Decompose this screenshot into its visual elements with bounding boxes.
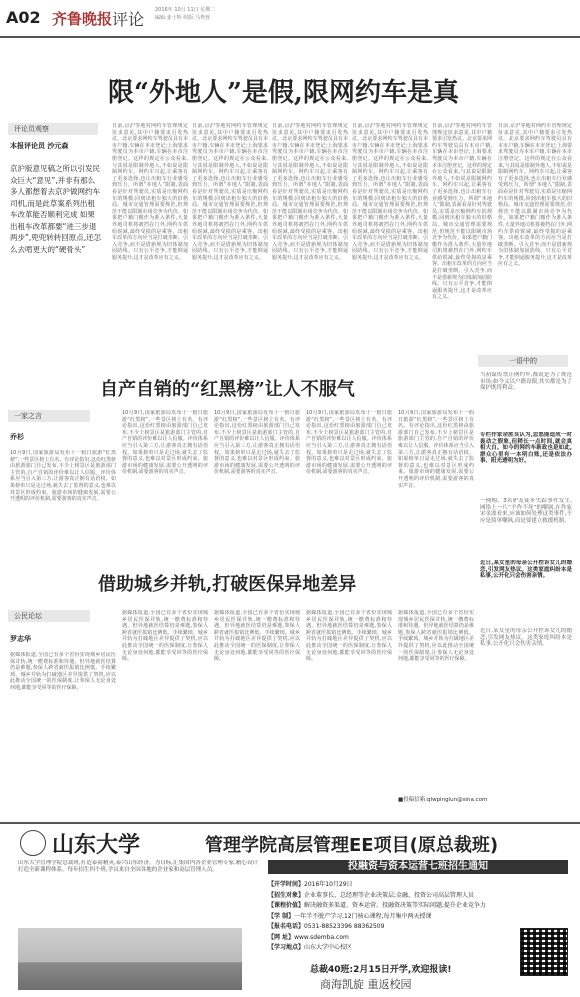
- ad-info-value: 解决融资多渠道、资本运营、投融资决策等实际问题,提升企业竞争力: [304, 902, 486, 909]
- sidebar-quote-2: 专栏作家余胜良认为,忽悠能造成一时轰动之假象,但稍长一点时间,就会真相大白。如今的网约车新政也是如此,群众心里有一本明白账,还是依法办事、阳光透明为好。: [480, 432, 572, 465]
- ad-info-row: [268, 912, 568, 923]
- ad-info-value: 企业董事长、总经理等企业决策层;金融、投资公司高层管理人员: [304, 891, 475, 899]
- ad-info-label: 【报名电话】: [268, 923, 305, 930]
- article3-headline: 借助城乡并轨,打破医保异地差异: [98, 574, 357, 595]
- university-name: 山东大学: [52, 832, 141, 858]
- newspaper-logo: 齐鲁晚报: [52, 10, 113, 28]
- article2-body-col2: 10月9日,国家旅游局发布十一假日旅游“红黑榜”,一些景区榜上有名。有评论指出,这份红黑榜由旅游部门自己发布,不少上榜景区是旅游部门主管的,自产自销的评价难以让人信服。评价体系应当引入第三方,让游客真正拥有话语权。如果榜单只是走过场,就失去了监督的意义,也难以对景区形成约束。旅游市场的健康发展,需要公开透明的评价机制,需要游客的真实声音。: [122, 410, 208, 476]
- ad-intro: 山东大学管理学院总裁班,打造泰商精英,泰兴山东经济。为目标,汇集国内各企业管理专家,精心设计打造全新课程体系。每年招生四个班,学员来自全国各地的企业家和高层管理人员。: [18, 860, 258, 873]
- article2-body-col4: 10月9日,国家旅游局发布十一假日旅游“红黑榜”,一些景区榜上有名。有评论指出,这份红黑榜由旅游部门自己发布,不少上榜景区是旅游部门主管的,自产自销的评价难以让人信服。评价体系应当引入第三方,让游客真正拥有话语权。如果榜单只是走过场,就失去了监督的意义,也难以对景区形成约束。旅游市场的健康发展,需要公开透明的评价机制,需要游客的真实声音。: [306, 410, 392, 476]
- article3-body-col5: 据媒体报道,全国已有多个省份实现城乡居民医保并轨,统一缴费标准和待遇。但异地就医结算仍是难题,参保人跨省就医报销比例低、手续繁琐。城乡并轨为打破地区差异提供了契机,应以此推动全国统一的医保制度,让参保人无论身处何地,都能享受同等的医疗保障。: [398, 610, 474, 663]
- sidebar-quote-3: 一网购、3名驴友徒步失踪事件发生,网络上一片“不作不死”的嘲讽,在作家宋金波看来,应该如何处理这类事件,不应是简单嘲讽,而是要建立救援机制。: [480, 498, 572, 524]
- ad-slogan: 商海凯旋 重返校园: [320, 978, 412, 991]
- ad-info-value: 山东大学中心校区: [304, 944, 353, 951]
- article3-column-tag: 公民论坛: [8, 610, 90, 622]
- article1-lede: 京沪版意见稿之所以引发民众巨大“意见”,并非有那么多人都想着去京沪做网约车司机,而是此草案系列出租车改革能否顺利完成 如果出租车改革都要“进三步退两步”,兜兜转转回原点,还怎么去啃更大的“硬骨头”: [10, 164, 102, 254]
- article1-body-col4: 日前,京沪等地对网约车管理规定征求意见,其中户籍要求引发热议。北京要求网约车驾驶员具有本市户籍,车辆在本市登记;上海要求驾驶员为本市户籍,车辆在本市注册登记。这样的规定在公众看来,与其说是限制外地人,不如说是限制网约车。网约车兴起,让乘客有了更多选择,也让出租车行业感受到压力。所谓“本地人”限制,表面看是针对驾驶员,实质是压缩网约车的规模,回到出租车独大的旧格局。城市交通管理需要规范,但规范不能以限制市场竞争为代价。如果把户籍门槛作为准入条件,大量外地司机将被挡在门外,网约车供给锐减,最终受损的是乘客。出租车改革的方向应当是打破垄断、引入竞争,而不是借新规为旧体制加固防线。只有公平竞争,才能倒逼服务提升,这才是改革应有之义。: [352, 123, 428, 261]
- ad-info-row: [268, 880, 568, 891]
- article1-body-col2: 日前,京沪等地对网约车管理规定征求意见,其中户籍要求引发热议。北京要求网约车驾驶员具有本市户籍,车辆在本市登记;上海要求驾驶员为本市户籍,车辆在本市注册登记。这样的规定在公众看来,与其说是限制外地人,不如说是限制网约车。网约车兴起,让乘客有了更多选择,也让出租车行业感受到压力。所谓“本地人”限制,表面看是针对驾驶员,实质是压缩网约车的规模,回到出租车独大的旧格局。城市交通管理需要规范,但规范不能以限制市场竞争为代价。如果把户籍门槛作为准入条件,大量外地司机将被挡在门外,网约车供给锐减,最终受损的是乘客。出租车改革的方向应当是打破垄断、引入竞争,而不是借新规为旧体制加固防线。只有公平竞争,才能倒逼服务提升,这才是改革应有之义。: [192, 123, 268, 261]
- ad-info-value: www.sdemba.com: [294, 933, 349, 941]
- masthead-meta: [155, 6, 215, 22]
- ad-info-label: 【网 址】: [268, 933, 295, 941]
- campus-photo: [18, 928, 242, 990]
- article2-headline: 自产自销的“红黑榜”让人不服气: [100, 379, 355, 400]
- article3-body-col1: 据媒体报道,全国已有多个省份实现城乡居民医保并轨,统一缴费标准和待遇。但异地就医结算仍是难题,参保人跨省就医报销比例低、手续繁琐。城乡并轨为打破地区差异提供了契机,应以此推动全国统一的医保制度,让参保人无论身处何地,都能享受同等的医疗保障。: [10, 652, 116, 691]
- page-number: A02: [6, 8, 41, 27]
- article1-body-col5: 日前,京沪等地对网约车管理规定征求意见,其中户籍要求引发热议。北京要求网约车驾驶员具有本市户籍,车辆在本市登记;上海要求驾驶员为本市户籍,车辆在本市注册登记。这样的规定在公众看来,与其说是限制外地人,不如说是限制网约车。网约车兴起,让乘客有了更多选择,也让出租车行业感受到压力。所谓“本地人”限制,表面看是针对驾驶员,实质是压缩网约车的规模,回到出租车独大的旧格局。城市交通管理需要规范,但规范不能以限制市场竞争为代价。如果把户籍门槛作为准入条件,大量外地司机将被挡在门外,网约车供给锐减,最终受损的是乘客。出租车改革的方向应当是打破垄断、引入竞争,而不是借新规为旧体制加固防线。只有公平竞争,才能倒逼服务提升,这才是改革应有之义。: [432, 123, 492, 301]
- ad-info-row: [268, 891, 568, 902]
- editors: 编辑:姜士辉 组版:马秀蓉: [155, 15, 210, 21]
- issue-date: 2016年 10月 11日 星期二: [155, 7, 216, 13]
- article1-author: 本报评论员 沙元森: [10, 142, 69, 150]
- article3-body-col4: 据媒体报道,全国已有多个省份实现城乡居民医保并轨,统一缴费标准和待遇。但异地就医结算仍是难题,参保人跨省就医报销比例低、手续繁琐。城乡并轨为打破地区差异提供了契机,应以此推动全国统一的医保制度,让参保人无论身处何地,都能享受同等的医疗保障。: [306, 610, 392, 663]
- qr-code-icon[interactable]: [520, 928, 568, 976]
- ad-info-label: 【开学时间】: [268, 881, 305, 888]
- program-headline: 管理学院高层管理EE项目(原总裁班): [205, 835, 499, 856]
- article1-column-tag: 评论员观察: [8, 123, 98, 135]
- article1-body-col6: 日前,京沪等地对网约车管理规定征求意见,其中户籍要求引发热议。北京要求网约车驾驶员具有本市户籍,车辆在本市登记;上海要求驾驶员为本市户籍,车辆在本市注册登记。这样的规定在公众看来,与其说是限制外地人,不如说是限制网约车。网约车兴起,让乘客有了更多选择,也让出租车行业感受到压力。所谓“本地人”限制,表面看是针对驾驶员,实质是压缩网约车的规模,回到出租车独大的旧格局。城市交通管理需要规范,但规范不能以限制市场竞争为代价。如果把户籍门槛作为准入条件,大量外地司机将被挡在门外,网约车供给锐减,最终受损的是乘客。出租车改革的方向应当是打破垄断、引入竞争,而不是借新规为旧体制加固防线。只有公平竞争,才能倒逼服务提升,这才是改革应有之义。: [498, 123, 572, 268]
- ad-info-value: 0531-88523396 88362509: [304, 923, 385, 930]
- article3-author: 罗志华: [10, 635, 31, 643]
- article2-author: 乔杉: [10, 433, 24, 441]
- masthead: [0, 0, 580, 38]
- article1-body-col1: 日前,京沪等地对网约车管理规定征求意见,其中户籍要求引发热议。北京要求网约车驾驶员具有本市户籍,车辆在本市登记;上海要求驾驶员为本市户籍,车辆在本市注册登记。这样的规定在公众看来,与其说是限制外地人,不如说是限制网约车。网约车兴起,让乘客有了更多选择,也让出租车行业感受到压力。所谓“本地人”限制,表面看是针对驾驶员,实质是压缩网约车的规模,回到出租车独大的旧格局。城市交通管理需要规范,但规范不能以限制市场竞争为代价。如果把户籍门槛作为准入条件,大量外地司机将被挡在门外,网约车供给锐减,最终受损的是乘客。出租车改革的方向应当是打破垄断、引入竞争,而不是借新规为旧体制加固防线。只有公平竞争,才能倒逼服务提升,这才是改革应有之义。: [112, 123, 188, 261]
- submission-email: ■投稿信箱:qlwpinglun@sina.com: [398, 797, 488, 803]
- article2-column-tag: 一家之言: [8, 410, 90, 422]
- sidebar-quote-1-continued: 近日,某女星的母亲公开控诉女儿的婚恋,引发网友热议。这类家庭纠纷本是私事,公开化只会伤害亲情。: [480, 628, 572, 648]
- article1-body-col3: 日前,京沪等地对网约车管理规定征求意见,其中户籍要求引发热议。北京要求网约车驾驶员具有本市户籍,车辆在本市登记;上海要求驾驶员为本市户籍,车辆在本市注册登记。这样的规定在公众看来,与其说是限制外地人,不如说是限制网约车。网约车兴起,让乘客有了更多选择,也让出租车行业感受到压力。所谓“本地人”限制,表面看是针对驾驶员,实质是压缩网约车的规模,回到出租车独大的旧格局。城市交通管理需要规范,但规范不能以限制市场竞争为代价。如果把户籍门槛作为准入条件,大量外地司机将被挡在门外,网约车供给锐减,最终受损的是乘客。出租车改革的方向应当是打破垄断、引入竞争,而不是借新规为旧体制加固防线。只有公平竞争,才能倒逼服务提升,这才是改革应有之义。: [272, 123, 348, 261]
- advertisement: [0, 822, 580, 997]
- ad-info-label: 【招生对象】: [268, 891, 305, 899]
- ad-info-label: 【学习地点】: [268, 944, 305, 951]
- sidebar-column-tag: 一语中的: [478, 355, 568, 367]
- sidebar-quote-1: 当初谋传禁止网约车,都说是为了规范市场;如今又以户籍设限,其实都是为了保护既得利益。: [480, 372, 572, 392]
- ad-info-label: 【课程价值】: [268, 902, 305, 909]
- article2-body-col5: 10月9日,国家旅游局发布十一假日旅游“红黑榜”,一些景区榜上有名。有评论指出,这份红黑榜由旅游部门自己发布,不少上榜景区是旅游部门主管的,自产自销的评价难以让人信服。评价体系应当引入第三方,让游客真正拥有话语权。如果榜单只是走过场,就失去了监督的意义,也难以对景区形成约束。旅游市场的健康发展,需要公开透明的评价机制,需要游客的真实声音。: [398, 410, 474, 489]
- ad-banner: 总裁40班:2月15日开学,欢迎报读!: [310, 965, 452, 975]
- university-seal-icon: [20, 830, 46, 856]
- article1-headline: 限“外地人”是假,限网约车是真: [108, 78, 459, 108]
- section-name: 评论: [112, 10, 145, 29]
- ad-info-value: 2016年10月29日: [304, 881, 353, 888]
- article2-body-col3: 10月9日,国家旅游局发布十一假日旅游“红黑榜”,一些景区榜上有名。有评论指出,这份红黑榜由旅游部门自己发布,不少上榜景区是旅游部门主管的,自产自销的评价难以让人信服。评价体系应当引入第三方,让游客真正拥有话语权。如果榜单只是走过场,就失去了监督的意义,也难以对景区形成约束。旅游市场的健康发展,需要公开透明的评价机制,需要游客的真实声音。: [214, 410, 300, 476]
- article3-body-col2: 据媒体报道,全国已有多个省份实现城乡居民医保并轨,统一缴费标准和待遇。但异地就医结算仍是难题,参保人跨省就医报销比例低、手续繁琐。城乡并轨为打破地区差异提供了契机,应以此推动全国统一的医保制度,让参保人无论身处何地,都能享受同等的医疗保障。: [122, 610, 208, 663]
- article2-body-col1: 10月9日,国家旅游局发布十一假日旅游“红黑榜”,一些景区榜上有名。有评论指出,这份红黑榜由旅游部门自己发布,不少上榜景区是旅游部门主管的,自产自销的评价难以让人信服。评价体系应当引入第三方,让游客真正拥有话语权。如果榜单只是走过场,就失去了监督的意义,也难以对景区形成约束。旅游市场的健康发展,需要公开透明的评价机制,需要游客的真实声音。: [10, 450, 116, 503]
- article3-body-col3: 据媒体报道,全国已有多个省份实现城乡居民医保并轨,统一缴费标准和待遇。但异地就医结算仍是难题,参保人跨省就医报销比例低、手续繁琐。城乡并轨为打破地区差异提供了契机,应以此推动全国统一的医保制度,让参保人无论身处何地,都能享受同等的医疗保障。: [214, 610, 300, 663]
- ad-info-label: 【学 制】: [268, 912, 295, 920]
- ad-info-row: [268, 901, 568, 912]
- ad-subhead: 投融资与资本运营七班招生通知: [268, 860, 568, 874]
- ad-info-value: 一年半不脱产学习,12门核心课程,每月集中两天授课: [294, 912, 432, 920]
- sidebar-quote-4: 近日,某女星的母亲公开控诉女儿的婚恋,引发网友热议。这类家庭纠纷本是私事,公开化只会伤害亲情。: [480, 560, 572, 580]
- masthead-rule: [0, 36, 580, 38]
